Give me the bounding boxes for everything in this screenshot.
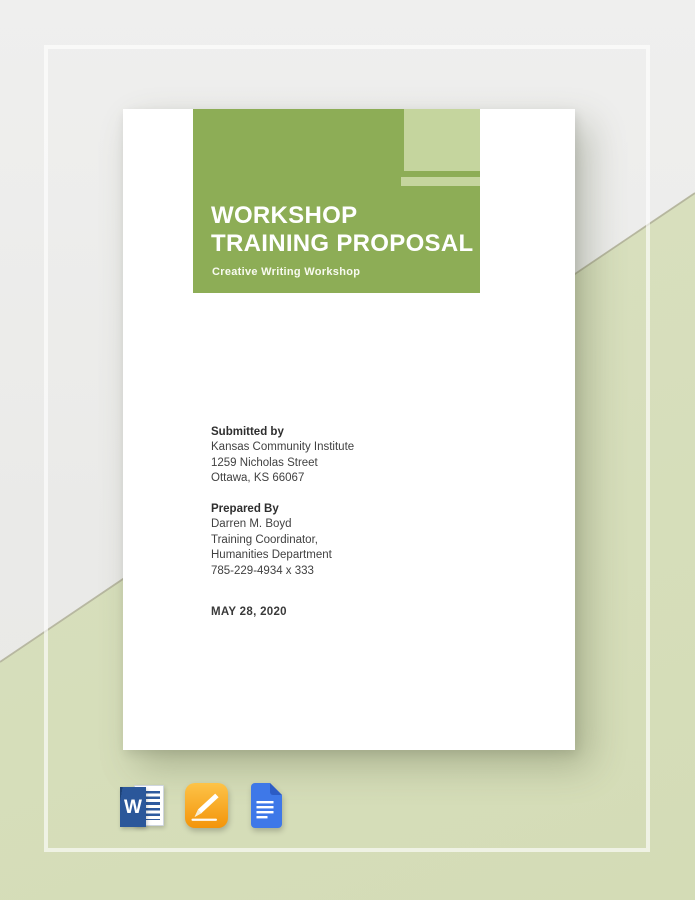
accent-square — [404, 109, 480, 171]
submitted-by-label: Submitted by — [211, 426, 284, 438]
prepared-by-line: Darren M. Boyd — [211, 518, 292, 531]
word-letter-panel — [120, 787, 146, 827]
word-app-icon[interactable] — [120, 783, 165, 829]
submitted-by-section — [211, 425, 354, 487]
submitted-by-line: Ottawa, KS 66067 — [211, 472, 305, 485]
prepared-by-label: Prepared By — [211, 503, 279, 515]
prepared-by-section — [211, 502, 332, 579]
docs-app-icon[interactable] — [248, 783, 282, 828]
cover-header-block — [193, 109, 480, 293]
word-letter: W — [124, 796, 142, 818]
accent-stripe — [401, 177, 480, 186]
submitted-by-line: Kansas Community Institute — [211, 441, 355, 454]
docs-document-icon — [248, 783, 282, 828]
prepared-by-line: Training Coordinator, — [211, 533, 318, 546]
submitted-by-line: 1259 Nicholas Street — [211, 456, 318, 469]
pages-app-icon[interactable] — [185, 783, 228, 828]
pages-pen-icon — [185, 783, 228, 828]
document-title-line2: TRAINING PROPOSAL — [211, 230, 474, 257]
document-title — [211, 202, 473, 258]
prepared-by-line: 785-229-4934 x 333 — [211, 564, 314, 577]
document-page — [123, 109, 575, 750]
document-subtitle: Creative Writing Workshop — [212, 266, 361, 278]
document-title-line1: WORKSHOP — [211, 202, 358, 229]
app-icons-row — [120, 783, 282, 829]
prepared-by-line: Humanities Department — [211, 549, 332, 562]
document-date: MAY 28, 2020 — [211, 606, 287, 618]
